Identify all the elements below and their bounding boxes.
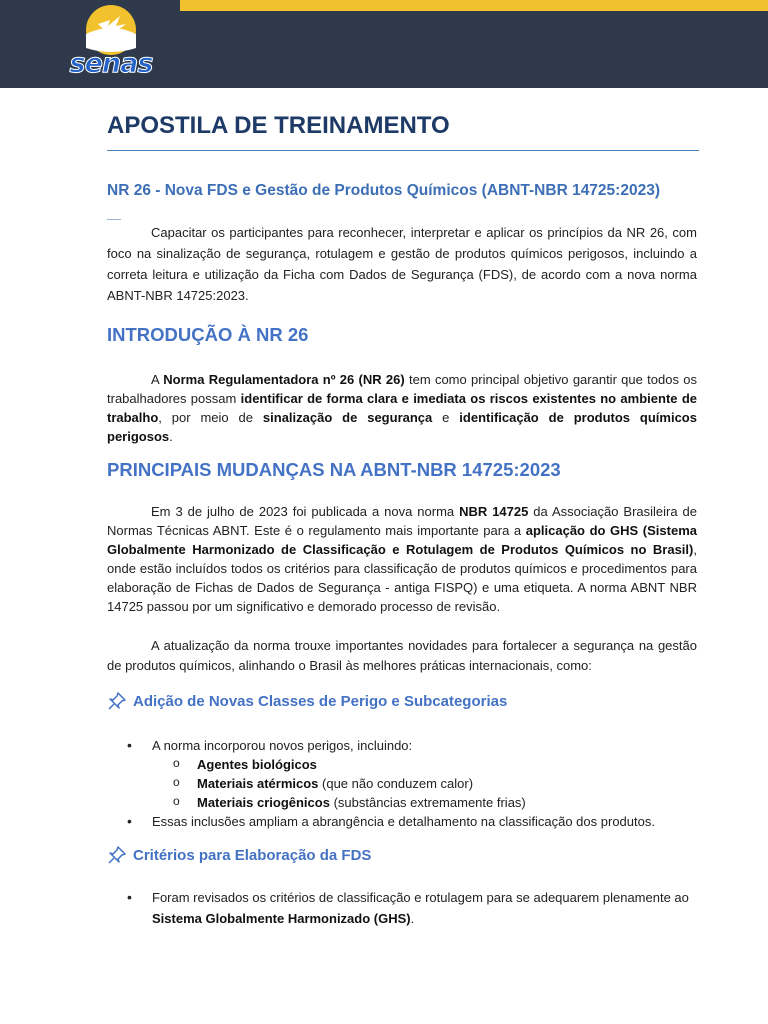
document-title: APOSTILA DE TREINAMENTO	[107, 112, 450, 139]
text-run: .	[410, 911, 415, 926]
text-run: .	[169, 429, 173, 444]
fds-criteria-heading	[107, 845, 699, 865]
sub-list	[152, 755, 699, 812]
text-run: , onde estão incluídos todos os critérios para classificação de produtos químicos e procedimentos para elaboração de Fichas de Dados de Segurança - antiga FISPQ) e uma etiqueta. A norma ABNT NBR 14725 passou por um significativo e demorado processo de revisão.	[107, 542, 697, 614]
objective-text: Capacitar os participantes para reconhecer, interpretar e aplicar os princípios da NR 26, com foco na sinalização de segurança, rotulagem e gestão de produtos químicos perigosos, incluindo a correta leitura e utilização da Ficha com Dados de Segurança (FDS), de acordo com a nova norma ABNT-NBR 14725:2023.	[107, 225, 697, 303]
title-divider	[107, 150, 699, 151]
senas-logo	[58, 4, 164, 79]
text-run: A atualização da norma trouxe importantes novidades para fortalecer a segurança na gestão de produtos químicos, alinhando o Brasil às melhores práticas internacionais, como:	[107, 638, 697, 673]
changes-paragraph-1	[107, 502, 697, 616]
fds-criteria-heading-text: Critérios para Elaboração da FDS	[133, 846, 372, 864]
pushpin-icon	[107, 845, 127, 865]
text-run: tem como principal objetivo garantir que todos os trabalhadores possam	[107, 372, 697, 406]
new-classes-list	[127, 736, 699, 831]
text-run-bold: sinalização de segurança	[262, 410, 433, 425]
list-item	[127, 812, 699, 831]
changes-paragraph-2	[107, 636, 697, 676]
list-item	[127, 736, 699, 812]
header-accent-stripe	[180, 0, 768, 11]
list-item-text: Essas inclusões ampliam a abrangência e detalhamento na classificação dos produtos.	[152, 814, 655, 829]
new-classes-heading-text: Adição de Novas Classes de Perigo e Subcategorias	[133, 692, 508, 710]
text-run-bold: Norma Regulamentadora nº 26 (NR 26)	[163, 372, 405, 387]
list-item-text: A norma incorporou novos perigos, incluindo:	[152, 738, 413, 753]
sub-list-item	[173, 793, 699, 812]
intro-paragraph	[107, 370, 697, 446]
small-divider	[107, 219, 121, 220]
text-run: Em 3 de julho de 2023 foi publicada a nova norma	[151, 504, 460, 519]
text-run-bold: Agentes biológicos	[197, 757, 317, 772]
text-run-bold: Materiais criogênicos	[197, 795, 330, 810]
logo-text: senas	[69, 48, 153, 79]
text-run-bold: NBR 14725	[459, 504, 529, 519]
text-run: e	[432, 410, 460, 425]
text-run: (que não conduzem calor)	[318, 776, 474, 791]
list-item	[127, 887, 699, 929]
text-run: , por meio de	[158, 410, 263, 425]
text-run-bold: Sistema Globalmente Harmonizado (GHS)	[152, 911, 411, 926]
text-run: A	[151, 372, 164, 387]
text-run-bold: Materiais atérmicos	[197, 776, 319, 791]
pushpin-icon	[107, 691, 127, 711]
text-run-bold: aplicação do GHS (Sistema Globalmente Harmonizado de Classificação e Rotulagem de Produtos Químicos no Brasil)	[107, 523, 697, 557]
sub-list-item	[173, 774, 699, 793]
sub-list-item	[173, 755, 699, 774]
text-run-bold: identificação de produtos químicos perigosos	[107, 410, 697, 444]
changes-heading: PRINCIPAIS MUDANÇAS NA ABNT-NBR 14725:2023	[107, 459, 561, 480]
text-run-bold: identificar de forma clara e imediata os riscos existentes no ambiente de trabalho	[107, 391, 697, 425]
new-classes-heading	[107, 691, 699, 711]
fds-criteria-list	[127, 887, 699, 929]
text-run: da Associação Brasileira de Normas Técnicas ABNT. Este é o regulamento mais importante para a	[107, 504, 698, 538]
intro-heading: INTRODUÇÃO À NR 26	[107, 324, 309, 345]
text-run: Foram revisados os critérios de classificação e rotulagem para se adequarem plenamente ao	[152, 890, 689, 905]
text-run: (substâncias extremamente frias)	[329, 795, 526, 810]
document-subtitle: NR 26 - Nova FDS e Gestão de Produtos Químicos (ABNT-NBR 14725:2023)	[107, 182, 660, 199]
objective-paragraph	[107, 222, 697, 306]
